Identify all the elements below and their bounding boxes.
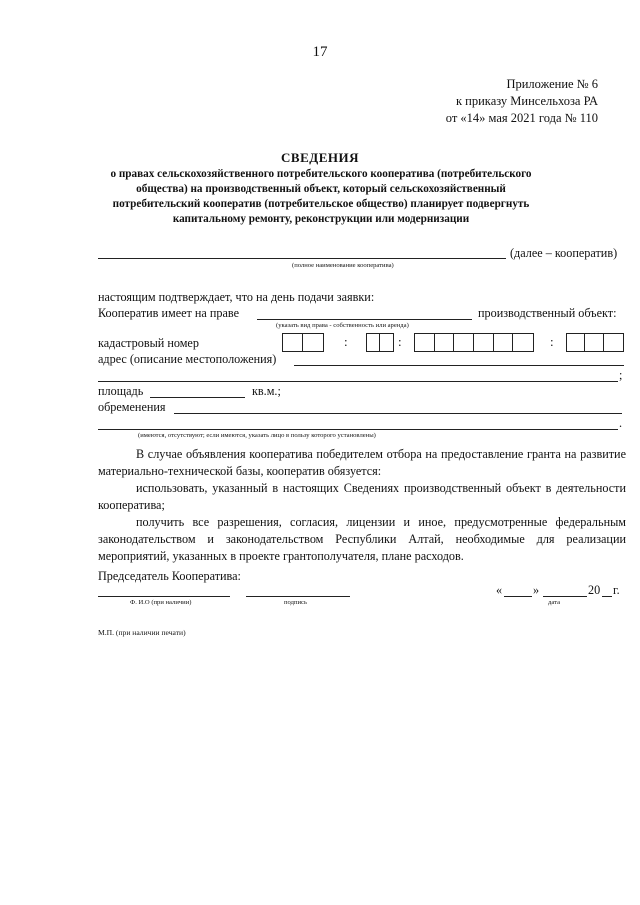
appendix-reference — [446, 76, 598, 127]
cadastral-cell[interactable] — [567, 334, 585, 351]
cadastral-cell[interactable] — [380, 334, 393, 351]
coop-suffix: (далее – кооператив) — [510, 246, 618, 260]
appendix-line-2: к приказу Минсельхоза РА — [455, 94, 598, 108]
cadastral-area-boxes[interactable] — [366, 333, 394, 352]
date-close-quote: » — [533, 583, 540, 597]
date-open-quote: « — [496, 583, 503, 597]
address-label: адрес (описание местоположения) — [98, 352, 277, 366]
page-number: 17 — [312, 44, 328, 60]
obligation-intro: В случае объявления кооператива победителем отбора на предоставление гранта на развитие материально-технической базы, кооператив обязуется: — [98, 447, 626, 478]
date-year-field[interactable] — [602, 596, 612, 597]
document-subtitle: о правах сельскохозяйственного потребительского кооператива (потребительского общества) на производственный объект, который сельскохозяйственный потребительский кооператив (потребительское общество) планирует подвергнуть капитальному ремонту, реконструкции или модернизации — [110, 168, 532, 225]
cadastral-cell[interactable] — [415, 334, 435, 351]
date-year-prefix: 20 — [588, 583, 601, 597]
area-field[interactable] — [150, 397, 245, 398]
address-field-line-2[interactable] — [98, 381, 618, 382]
chairman-label: Председатель Кооператива: — [98, 569, 241, 583]
cadastral-colon: : — [344, 334, 348, 349]
date-hint: дата — [548, 599, 560, 606]
cadastral-colon: : — [398, 334, 402, 349]
area-unit: кв.м.; — [252, 384, 281, 398]
cadastral-label: кадастровый номер — [98, 336, 199, 350]
stamp-hint: М.П. (при наличии печати) — [98, 628, 186, 637]
cadastral-cell[interactable] — [474, 334, 494, 351]
obligation-item-2: получить все разрешения, согласия, лицензии и иное, предусмотренные федеральным законодательством и законодательством Республики Алтай, необходимые для реализации мероприятий, указанных в проекте грантополучателя, плане расходов. — [98, 515, 626, 563]
appendix-line-3: от «14» мая 2021 года № 110 — [445, 111, 598, 125]
encumbrance-field-line-2[interactable] — [98, 429, 618, 430]
cadastral-cell[interactable] — [367, 334, 380, 351]
signature-hint: подпись — [284, 599, 307, 606]
cadastral-cell[interactable] — [283, 334, 303, 351]
cadastral-cell[interactable] — [435, 334, 455, 351]
right-type-field[interactable] — [257, 319, 472, 320]
date-month-field[interactable] — [543, 596, 587, 597]
address-semicolon: ; — [619, 368, 623, 382]
cadastral-cell[interactable] — [494, 334, 514, 351]
address-field-line-1[interactable] — [294, 365, 624, 366]
cadastral-cell[interactable] — [604, 334, 623, 351]
date-year-suffix: г. — [613, 583, 620, 597]
cadastral-colon: : — [550, 334, 554, 349]
signature-field[interactable] — [246, 596, 350, 597]
encumbrance-period: . — [619, 416, 623, 430]
cadastral-object-boxes[interactable] — [566, 333, 624, 352]
encumbrance-field-line-1[interactable] — [174, 413, 622, 414]
encumbrance-hint: (имеются, отсутствуют; если имеются, указать лицо в пользу которого установлены) — [138, 432, 376, 439]
encumbrance-label: обременения — [98, 400, 166, 414]
cadastral-cell[interactable] — [513, 334, 533, 351]
cadastral-cell[interactable] — [454, 334, 474, 351]
right-label-start: Кооператив имеет на праве — [98, 306, 240, 320]
date-day-field[interactable] — [504, 596, 532, 597]
coop-name-field[interactable] — [98, 258, 506, 259]
right-type-hint: (указать вид права - собственность или аренда) — [276, 322, 409, 329]
cadastral-cell[interactable] — [585, 334, 603, 351]
appendix-line-1: Приложение № 6 — [506, 77, 598, 91]
cadastral-district-boxes[interactable] — [282, 333, 324, 352]
cadastral-cell[interactable] — [303, 334, 323, 351]
right-label-end: производственный объект: — [478, 306, 617, 320]
fio-field[interactable] — [98, 596, 230, 597]
confirm-text: настоящим подтверждает, что на день подачи заявки: — [98, 290, 375, 304]
cadastral-quarter-boxes[interactable] — [414, 333, 534, 352]
area-label: площадь — [98, 384, 144, 398]
coop-name-hint: (полное наименование кооператива) — [292, 262, 394, 269]
document-title: СВЕДЕНИЯ — [281, 150, 359, 165]
obligation-item-1: использовать, указанный в настоящих Сведениях производственный объект в деятельности кооператива; — [98, 481, 626, 512]
fio-hint: Ф. И.О (при наличии) — [130, 599, 192, 606]
